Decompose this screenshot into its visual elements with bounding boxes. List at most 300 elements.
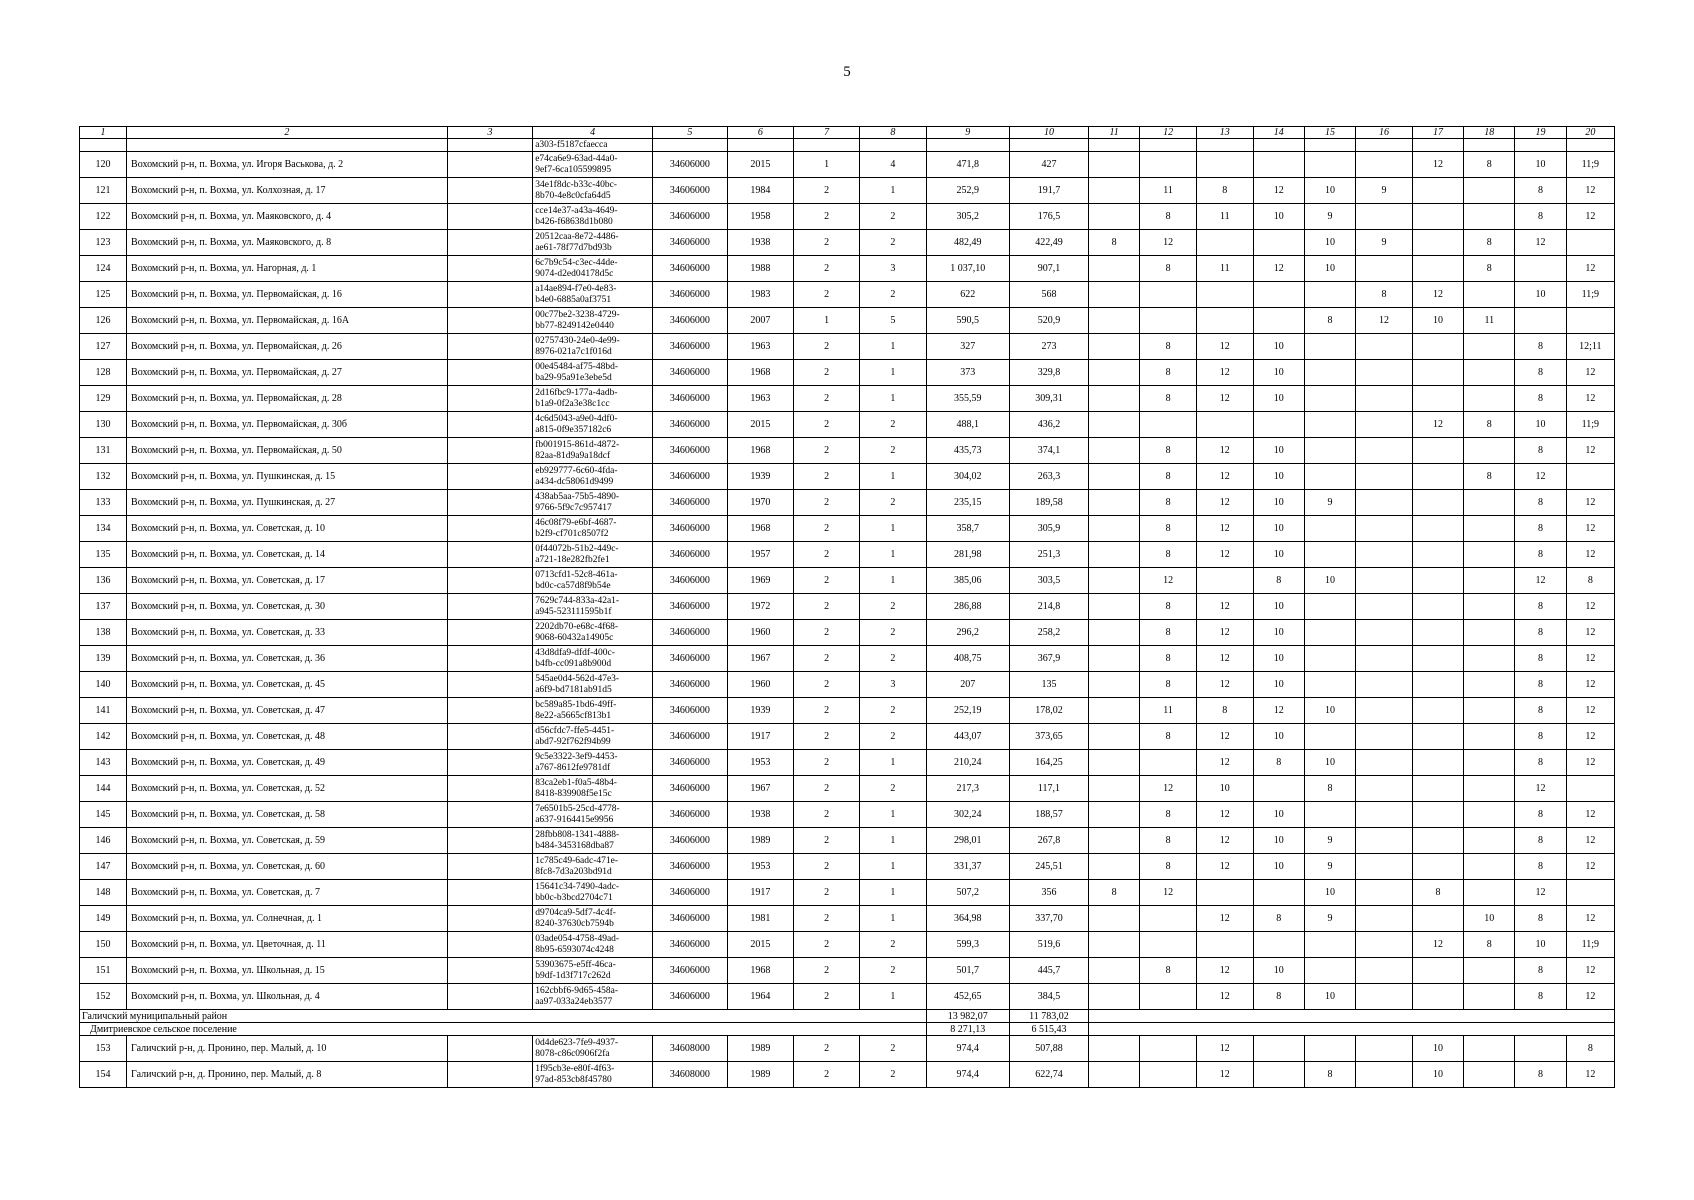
table-row	[80, 906, 1615, 932]
column-3-cell	[447, 828, 533, 854]
column-5-cell: 34606000	[652, 958, 727, 984]
code-cell	[533, 412, 653, 438]
column-5-cell: 34606000	[652, 490, 727, 516]
column-17-cell: 10	[1412, 308, 1463, 334]
column-20-cell: 12	[1566, 542, 1614, 568]
column-3-cell	[447, 438, 533, 464]
column-13-cell: 12	[1196, 854, 1253, 880]
code-line: 2d16fbc9-177a-4adb-	[535, 387, 618, 398]
column-8-cell: 1	[860, 568, 926, 594]
column-20-cell: 12;11	[1566, 334, 1614, 360]
column-6-cell: 1989	[727, 1036, 793, 1062]
column-16-cell	[1356, 152, 1413, 178]
column-19-cell	[1515, 1036, 1566, 1062]
column-13-cell: 12	[1196, 490, 1253, 516]
column-5-cell: 34606000	[652, 776, 727, 802]
column-header: 4	[533, 127, 653, 139]
code-cell	[533, 620, 653, 646]
code-cell	[533, 516, 653, 542]
address-cell: Вохомский р-н, п. Вохма, ул. Первомайская, д. 27	[127, 360, 448, 386]
table-row	[80, 984, 1615, 1010]
column-9-cell: 304,02	[926, 464, 1009, 490]
column-9-cell: 373	[926, 360, 1009, 386]
column-15-cell	[1304, 724, 1355, 750]
column-8-cell: 2	[860, 932, 926, 958]
column-16-cell	[1356, 984, 1413, 1010]
column-header: 3	[447, 127, 533, 139]
column-18-cell	[1464, 828, 1515, 854]
code-line: a815-0f9e357182c6	[535, 424, 612, 435]
column-17-cell	[1412, 334, 1463, 360]
column-12-cell: 11	[1140, 698, 1197, 724]
table-row	[80, 698, 1615, 724]
column-11-cell	[1089, 178, 1140, 204]
column-10-cell: 507,88	[1009, 1036, 1088, 1062]
column-14-cell: 8	[1253, 984, 1304, 1010]
code-cell	[533, 464, 653, 490]
code-line: d56cfdc7-ffe5-4451-	[535, 725, 615, 736]
table-row	[80, 438, 1615, 464]
column-20-cell	[1566, 230, 1614, 256]
column-17-cell	[1412, 256, 1463, 282]
column-5-cell: 34606000	[652, 386, 727, 412]
column-11-cell	[1089, 568, 1140, 594]
continuation-row	[80, 139, 1615, 152]
row-number: 152	[80, 984, 127, 1010]
empty-cell	[1464, 139, 1515, 152]
column-header: 17	[1412, 127, 1463, 139]
column-17-cell: 12	[1412, 932, 1463, 958]
column-14-cell	[1253, 230, 1304, 256]
table-row	[80, 932, 1615, 958]
column-15-cell: 9	[1304, 204, 1355, 230]
column-13-cell	[1196, 230, 1253, 256]
column-9-cell: 974,4	[926, 1036, 1009, 1062]
column-18-cell	[1464, 178, 1515, 204]
column-5-cell: 34606000	[652, 412, 727, 438]
column-16-cell	[1356, 724, 1413, 750]
row-number: 144	[80, 776, 127, 802]
empty-cell	[1140, 139, 1197, 152]
column-10-cell: 329,8	[1009, 360, 1088, 386]
column-10-cell: 135	[1009, 672, 1088, 698]
column-14-cell: 10	[1253, 360, 1304, 386]
column-17-cell: 10	[1412, 1036, 1463, 1062]
column-9-cell: 590,5	[926, 308, 1009, 334]
column-20-cell	[1566, 464, 1614, 490]
column-20-cell: 12	[1566, 828, 1614, 854]
column-18-cell	[1464, 568, 1515, 594]
code-line: bb77-8249142e0440	[535, 320, 614, 331]
column-15-cell	[1304, 542, 1355, 568]
table-row	[80, 750, 1615, 776]
code-line: 8240-37630cb7594b	[535, 918, 614, 929]
column-5-cell: 34606000	[652, 620, 727, 646]
column-11-cell	[1089, 490, 1140, 516]
settlement-empty	[1089, 1023, 1615, 1036]
column-12-cell: 12	[1140, 776, 1197, 802]
column-10-cell: 907,1	[1009, 256, 1088, 282]
column-18-cell: 8	[1464, 464, 1515, 490]
row-number: 132	[80, 464, 127, 490]
column-19-cell: 8	[1515, 724, 1566, 750]
column-19-cell: 10	[1515, 152, 1566, 178]
column-7-cell: 2	[794, 230, 860, 256]
column-15-cell: 8	[1304, 308, 1355, 334]
column-17-cell	[1412, 724, 1463, 750]
column-5-cell: 34606000	[652, 646, 727, 672]
column-17-cell: 10	[1412, 1062, 1463, 1088]
column-20-cell: 12	[1566, 256, 1614, 282]
code-cell	[533, 776, 653, 802]
column-5-cell: 34606000	[652, 464, 727, 490]
column-10-cell: 191,7	[1009, 178, 1088, 204]
column-header: 5	[652, 127, 727, 139]
empty-cell	[1009, 139, 1088, 152]
column-8-cell: 1	[860, 386, 926, 412]
column-5-cell: 34606000	[652, 178, 727, 204]
column-13-cell	[1196, 412, 1253, 438]
column-8-cell: 2	[860, 1036, 926, 1062]
column-18-cell: 8	[1464, 256, 1515, 282]
column-3-cell	[447, 360, 533, 386]
column-15-cell	[1304, 386, 1355, 412]
column-7-cell: 2	[794, 412, 860, 438]
column-10-cell: 305,9	[1009, 516, 1088, 542]
column-19-cell: 8	[1515, 854, 1566, 880]
column-15-cell: 9	[1304, 828, 1355, 854]
column-14-cell: 12	[1253, 256, 1304, 282]
column-7-cell: 1	[794, 308, 860, 334]
address-cell: Вохомский р-н, п. Вохма, ул. Советская, д. 60	[127, 854, 448, 880]
column-12-cell: 8	[1140, 620, 1197, 646]
column-13-cell: 12	[1196, 828, 1253, 854]
table-row	[80, 230, 1615, 256]
column-19-cell: 8	[1515, 958, 1566, 984]
column-9-cell: 207	[926, 672, 1009, 698]
column-13-cell: 12	[1196, 958, 1253, 984]
empty-cell	[926, 139, 1009, 152]
column-3-cell	[447, 620, 533, 646]
column-10-cell: 178,02	[1009, 698, 1088, 724]
column-15-cell: 8	[1304, 776, 1355, 802]
column-3-cell	[447, 204, 533, 230]
column-19-cell: 8	[1515, 386, 1566, 412]
column-header: 15	[1304, 127, 1355, 139]
code-line: aa97-033a24eb3577	[535, 996, 613, 1007]
table-row	[80, 724, 1615, 750]
code-line: 03ade054-4758-49ad-	[535, 933, 620, 944]
column-17-cell	[1412, 672, 1463, 698]
code-cell	[533, 152, 653, 178]
code-line: 0f44072b-51b2-449c-	[535, 543, 619, 554]
column-14-cell	[1253, 880, 1304, 906]
address-cell: Вохомский р-н, п. Вохма, ул. Советская, д. 58	[127, 802, 448, 828]
column-19-cell: 8	[1515, 620, 1566, 646]
column-15-cell	[1304, 1036, 1355, 1062]
empty-cell	[1412, 139, 1463, 152]
code-cell	[533, 906, 653, 932]
column-16-cell	[1356, 906, 1413, 932]
column-3-cell	[447, 464, 533, 490]
column-13-cell: 10	[1196, 776, 1253, 802]
column-7-cell: 2	[794, 178, 860, 204]
column-9-cell: 452,65	[926, 984, 1009, 1010]
column-5-cell: 34606000	[652, 880, 727, 906]
column-15-cell	[1304, 464, 1355, 490]
code-cell	[533, 958, 653, 984]
column-6-cell: 2007	[727, 308, 793, 334]
code-line: fb001915-861d-4872-	[535, 439, 620, 450]
column-18-cell	[1464, 750, 1515, 776]
column-3-cell	[447, 1062, 533, 1088]
column-18-cell	[1464, 1036, 1515, 1062]
column-11-cell	[1089, 750, 1140, 776]
code-cell	[533, 542, 653, 568]
table-row	[80, 776, 1615, 802]
address-cell: Вохомский р-н, п. Вохма, ул. Первомайская, д. 16	[127, 282, 448, 308]
column-3-cell	[447, 178, 533, 204]
column-14-cell	[1253, 152, 1304, 178]
column-13-cell: 12	[1196, 542, 1253, 568]
column-15-cell	[1304, 152, 1355, 178]
column-7-cell: 2	[794, 776, 860, 802]
column-17-cell: 12	[1412, 152, 1463, 178]
column-14-cell: 10	[1253, 386, 1304, 412]
column-14-cell: 10	[1253, 204, 1304, 230]
column-5-cell: 34606000	[652, 542, 727, 568]
column-8-cell: 1	[860, 750, 926, 776]
code-line: 00e45484-af75-48bd-	[535, 361, 619, 372]
column-8-cell: 2	[860, 490, 926, 516]
column-13-cell: 8	[1196, 698, 1253, 724]
address-cell: Вохомский р-н, п. Вохма, ул. Солнечная, д. 1	[127, 906, 448, 932]
column-5-cell: 34606000	[652, 334, 727, 360]
column-15-cell: 10	[1304, 698, 1355, 724]
column-9-cell: 358,7	[926, 516, 1009, 542]
column-5-cell: 34606000	[652, 802, 727, 828]
column-11-cell	[1089, 360, 1140, 386]
column-19-cell: 8	[1515, 750, 1566, 776]
column-11-cell	[1089, 984, 1140, 1010]
column-7-cell: 2	[794, 542, 860, 568]
column-7-cell: 2	[794, 282, 860, 308]
column-20-cell: 11;9	[1566, 282, 1614, 308]
column-6-cell: 1970	[727, 490, 793, 516]
code-line: 97ad-853cb8f45780	[535, 1074, 612, 1085]
column-11-cell	[1089, 958, 1140, 984]
column-18-cell	[1464, 958, 1515, 984]
column-18-cell	[1464, 282, 1515, 308]
column-10-cell: 273	[1009, 334, 1088, 360]
column-7-cell: 2	[794, 828, 860, 854]
column-7-cell: 2	[794, 204, 860, 230]
column-5-cell: 34606000	[652, 516, 727, 542]
column-12-cell: 8	[1140, 204, 1197, 230]
column-17-cell: 12	[1412, 282, 1463, 308]
column-20-cell: 12	[1566, 698, 1614, 724]
column-header: 6	[727, 127, 793, 139]
column-10-cell: 422,49	[1009, 230, 1088, 256]
table-row	[80, 568, 1615, 594]
column-19-cell: 8	[1515, 698, 1566, 724]
column-header: 9	[926, 127, 1009, 139]
column-7-cell: 2	[794, 386, 860, 412]
column-17-cell	[1412, 542, 1463, 568]
column-19-cell: 8	[1515, 438, 1566, 464]
code-line: 20512caa-8e72-4486-	[535, 231, 619, 242]
column-9-cell: 385,06	[926, 568, 1009, 594]
column-18-cell	[1464, 776, 1515, 802]
column-3-cell	[447, 646, 533, 672]
column-17-cell	[1412, 750, 1463, 776]
column-17-cell	[1412, 594, 1463, 620]
empty-cell	[1566, 139, 1614, 152]
empty-cell	[727, 139, 793, 152]
column-9-cell: 252,9	[926, 178, 1009, 204]
column-16-cell	[1356, 854, 1413, 880]
column-11-cell	[1089, 542, 1140, 568]
column-3-cell	[447, 698, 533, 724]
code-line: a434-dc58061d9499	[535, 476, 614, 487]
column-6-cell: 1967	[727, 646, 793, 672]
code-line: 9c5e3322-3ef9-4453-	[535, 751, 618, 762]
column-11-cell	[1089, 620, 1140, 646]
code-line: 9ef7-6ca105599895	[535, 164, 612, 175]
column-11-cell	[1089, 1036, 1140, 1062]
column-14-cell: 10	[1253, 334, 1304, 360]
column-14-cell	[1253, 1062, 1304, 1088]
column-15-cell: 10	[1304, 880, 1355, 906]
column-3-cell	[447, 412, 533, 438]
column-9-cell: 364,98	[926, 906, 1009, 932]
column-9-cell: 286,88	[926, 594, 1009, 620]
column-20-cell: 11;9	[1566, 932, 1614, 958]
column-16-cell	[1356, 1036, 1413, 1062]
column-12-cell	[1140, 152, 1197, 178]
address-cell: Вохомский р-н, п. Вохма, ул. Советская, д. 14	[127, 542, 448, 568]
column-17-cell	[1412, 516, 1463, 542]
column-11-cell	[1089, 438, 1140, 464]
column-14-cell: 10	[1253, 854, 1304, 880]
row-number: 145	[80, 802, 127, 828]
column-7-cell: 2	[794, 802, 860, 828]
column-12-cell	[1140, 750, 1197, 776]
column-16-cell	[1356, 802, 1413, 828]
column-8-cell: 3	[860, 256, 926, 282]
column-9-cell: 435,73	[926, 438, 1009, 464]
table-row	[80, 282, 1615, 308]
column-9-cell: 327	[926, 334, 1009, 360]
column-16-cell: 9	[1356, 230, 1413, 256]
column-10-cell: 251,3	[1009, 542, 1088, 568]
column-18-cell	[1464, 698, 1515, 724]
empty-cell	[1356, 139, 1413, 152]
row-number: 141	[80, 698, 127, 724]
code-cell	[533, 230, 653, 256]
column-9-cell: 599,3	[926, 932, 1009, 958]
column-8-cell: 2	[860, 958, 926, 984]
column-9-cell: 298,01	[926, 828, 1009, 854]
code-cell	[533, 932, 653, 958]
table-row	[80, 412, 1615, 438]
column-15-cell: 9	[1304, 490, 1355, 516]
column-6-cell: 1981	[727, 906, 793, 932]
address-cell: Вохомский р-н, п. Вохма, ул. Советская, д. 17	[127, 568, 448, 594]
column-13-cell	[1196, 282, 1253, 308]
table-row	[80, 490, 1615, 516]
column-header: 20	[1566, 127, 1614, 139]
column-12-cell	[1140, 412, 1197, 438]
column-header: 18	[1464, 127, 1515, 139]
row-number: 127	[80, 334, 127, 360]
row-number: 121	[80, 178, 127, 204]
address-cell: Вохомский р-н, п. Вохма, ул. Школьная, д. 4	[127, 984, 448, 1010]
column-12-cell: 12	[1140, 568, 1197, 594]
code-line: 28fbb808-1341-4888-	[535, 829, 620, 840]
column-8-cell: 4	[860, 152, 926, 178]
code-line: 8b70-4e8c0cfa64d5	[535, 190, 611, 201]
column-7-cell: 2	[794, 438, 860, 464]
column-12-cell	[1140, 906, 1197, 932]
column-19-cell: 8	[1515, 1062, 1566, 1088]
code-line: 43d8dfa9-dfdf-400c-	[535, 647, 615, 658]
column-5-cell: 34606000	[652, 984, 727, 1010]
code-line: ba29-95a91e3ebe5d	[535, 372, 612, 383]
column-18-cell	[1464, 334, 1515, 360]
empty-cell	[447, 139, 533, 152]
table-row	[80, 854, 1615, 880]
column-13-cell: 8	[1196, 178, 1253, 204]
column-20-cell: 12	[1566, 1062, 1614, 1088]
column-20-cell: 11;9	[1566, 152, 1614, 178]
column-8-cell: 2	[860, 204, 926, 230]
column-20-cell: 12	[1566, 386, 1614, 412]
column-10-cell: 622,74	[1009, 1062, 1088, 1088]
column-5-cell: 34606000	[652, 828, 727, 854]
column-14-cell: 10	[1253, 672, 1304, 698]
column-19-cell	[1515, 256, 1566, 282]
column-18-cell	[1464, 204, 1515, 230]
code-line: b1a9-0f2a3e38c1cc	[535, 398, 610, 409]
column-8-cell: 2	[860, 724, 926, 750]
column-10-cell: 427	[1009, 152, 1088, 178]
column-3-cell	[447, 802, 533, 828]
column-19-cell: 8	[1515, 204, 1566, 230]
code-cell	[533, 724, 653, 750]
column-19-cell: 8	[1515, 516, 1566, 542]
settlement-area-living: 6 515,43	[1009, 1023, 1088, 1036]
column-8-cell: 1	[860, 178, 926, 204]
column-13-cell: 12	[1196, 672, 1253, 698]
empty-cell	[1515, 139, 1566, 152]
column-19-cell: 8	[1515, 178, 1566, 204]
column-14-cell: 8	[1253, 906, 1304, 932]
column-18-cell: 10	[1464, 906, 1515, 932]
code-line: 8b95-6593074c4248	[535, 944, 614, 955]
row-number: 136	[80, 568, 127, 594]
column-17-cell: 8	[1412, 880, 1463, 906]
column-7-cell: 2	[794, 672, 860, 698]
column-17-cell	[1412, 438, 1463, 464]
table-row	[80, 360, 1615, 386]
column-18-cell	[1464, 438, 1515, 464]
column-3-cell	[447, 152, 533, 178]
column-9-cell: 296,2	[926, 620, 1009, 646]
column-12-cell	[1140, 1062, 1197, 1088]
column-20-cell: 12	[1566, 490, 1614, 516]
column-9-cell: 281,98	[926, 542, 1009, 568]
